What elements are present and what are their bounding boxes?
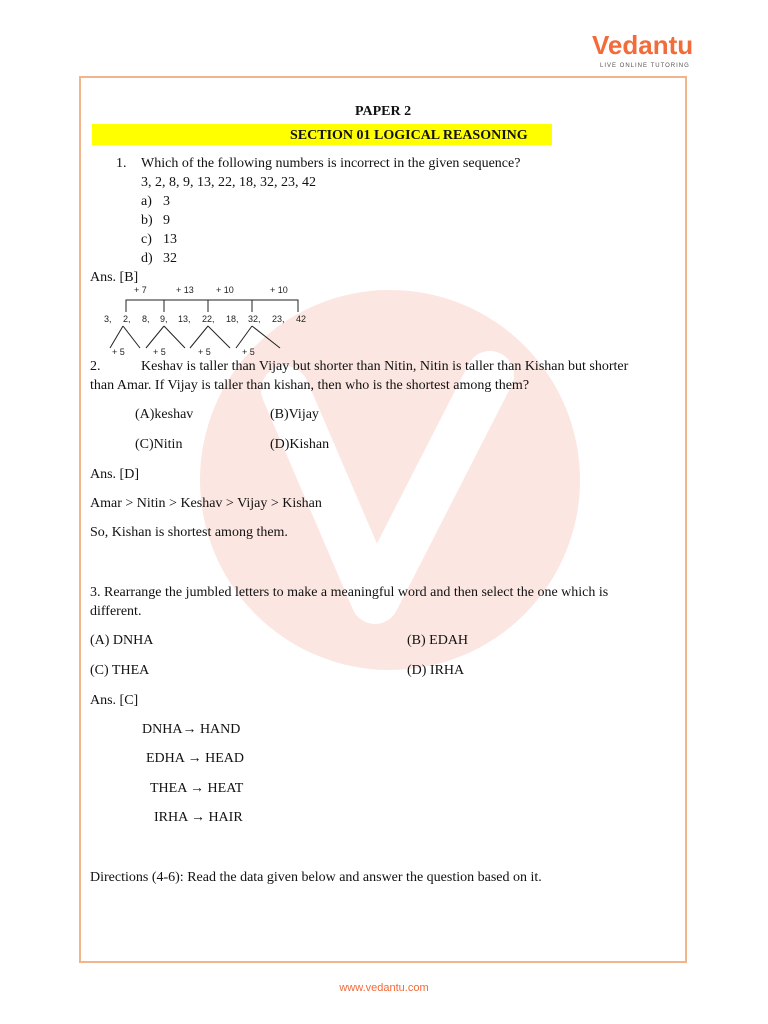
bracket-top-2 — [164, 300, 208, 312]
q1-option-d-value: 32 — [163, 251, 177, 266]
seq-num-7: 18, — [226, 314, 239, 324]
q2-option-d: (D)Kishan — [270, 437, 330, 452]
q3-option-d: (D) IRHA — [407, 663, 465, 678]
directions-text: Directions (4-6): Read the data given below and answer the question based on it. — [90, 870, 542, 885]
top-diff-4: + 10 — [270, 285, 288, 295]
q1-option-c-key: c) — [141, 232, 152, 247]
footer-website-link[interactable]: www.vedantu.com — [339, 982, 429, 994]
top-diff-2: + 13 — [176, 285, 194, 295]
arc-bottom-2b — [164, 326, 185, 348]
logo-tagline: LIVE ONLINE TUTORING — [600, 63, 690, 69]
seq-num-10: 42 — [296, 314, 307, 324]
q1-sequence: 3, 2, 8, 9, 13, 22, 18, 32, 23, 42 — [141, 175, 316, 190]
q3-option-b: (B) EDAH — [407, 633, 469, 648]
seq-num-5: 13, — [178, 314, 191, 324]
seq-num-1: 3, — [104, 314, 112, 324]
arc-bottom-1b — [123, 326, 140, 348]
top-diff-1: + 7 — [134, 285, 147, 295]
q1-option-a-key: a) — [141, 194, 152, 209]
q3-solution-3: THEA → HEAT — [150, 781, 244, 796]
q1-option-b-value: 9 — [163, 213, 170, 228]
seq-num-4: 9, — [160, 314, 168, 324]
arc-bottom-3b — [208, 326, 230, 348]
bottom-diff-1: + 5 — [112, 347, 125, 357]
q3-line-1: 3. Rearrange the jumbled letters to make a meaningful word and then select the one which is — [90, 585, 609, 600]
paper-title: PAPER 2 — [355, 104, 412, 119]
bottom-diff-4: + 5 — [242, 347, 255, 357]
arc-bottom-4a — [236, 326, 252, 348]
q3-option-c: (C) THEA — [90, 663, 150, 678]
q1-option-b-key: b) — [141, 213, 153, 228]
bottom-diff-3: + 5 — [198, 347, 211, 357]
q2-order: Amar > Nitin > Keshav > Vijay > Kishan — [90, 496, 322, 511]
q2-line-2: than Amar. If Vijay is taller than kishan, then who is the shortest among them? — [90, 378, 530, 393]
q1-answer: Ans. [B] — [90, 270, 139, 285]
seq-num-8: 32, — [248, 314, 261, 324]
q3-answer: Ans. [C] — [90, 693, 139, 708]
arc-bottom-1a — [110, 326, 123, 348]
seq-num-3: 8, — [142, 314, 150, 324]
q2-option-a: (A)keshav — [135, 407, 194, 422]
q2-option-c: (C)Nitin — [135, 437, 183, 452]
q2-answer: Ans. [D] — [90, 467, 139, 482]
bracket-top-1 — [126, 300, 164, 312]
q1-question: Which of the following numbers is incorrect in the given sequence? — [141, 156, 521, 171]
q3-line-2: different. — [90, 604, 142, 619]
q3-option-a: (A) DNHA — [90, 633, 154, 648]
bottom-diff-2: + 5 — [153, 347, 166, 357]
q1-option-d-key: d) — [141, 251, 153, 266]
arc-bottom-3a — [190, 326, 208, 348]
q2-option-b: (B)Vijay — [270, 407, 319, 422]
seq-num-2: 2, — [123, 314, 131, 324]
top-diff-3: + 10 — [216, 285, 234, 295]
arc-bottom-4b — [252, 326, 280, 348]
vedantu-logo — [592, 30, 694, 76]
q1-sequence-diagram — [90, 282, 330, 360]
q3-solution-1: DNHA→ HAND — [142, 722, 241, 737]
arc-bottom-2a — [146, 326, 164, 348]
q2-line-1: Keshav is taller than Vijay but shorter than Nitin, Nitin is taller than Kishan but shorter — [141, 359, 629, 374]
seq-num-6: 22, — [202, 314, 215, 324]
q1-option-a-value: 3 — [163, 194, 170, 209]
bracket-top-4 — [252, 300, 298, 312]
q2-conclusion: So, Kishan is shortest among them. — [90, 525, 288, 540]
seq-num-9: 23, — [272, 314, 285, 324]
bracket-top-3 — [208, 300, 252, 312]
logo-wordmark: Vedantu — [592, 30, 694, 60]
q3-solution-2: EDHA → HEAD — [146, 751, 244, 766]
q2-number: 2. — [90, 359, 101, 374]
section-title: SECTION 01 LOGICAL REASONING — [290, 128, 528, 143]
q3-solution-4: IRHA → HAIR — [154, 810, 243, 825]
q1-number: 1. — [116, 156, 127, 171]
q1-option-c-value: 13 — [163, 232, 177, 247]
